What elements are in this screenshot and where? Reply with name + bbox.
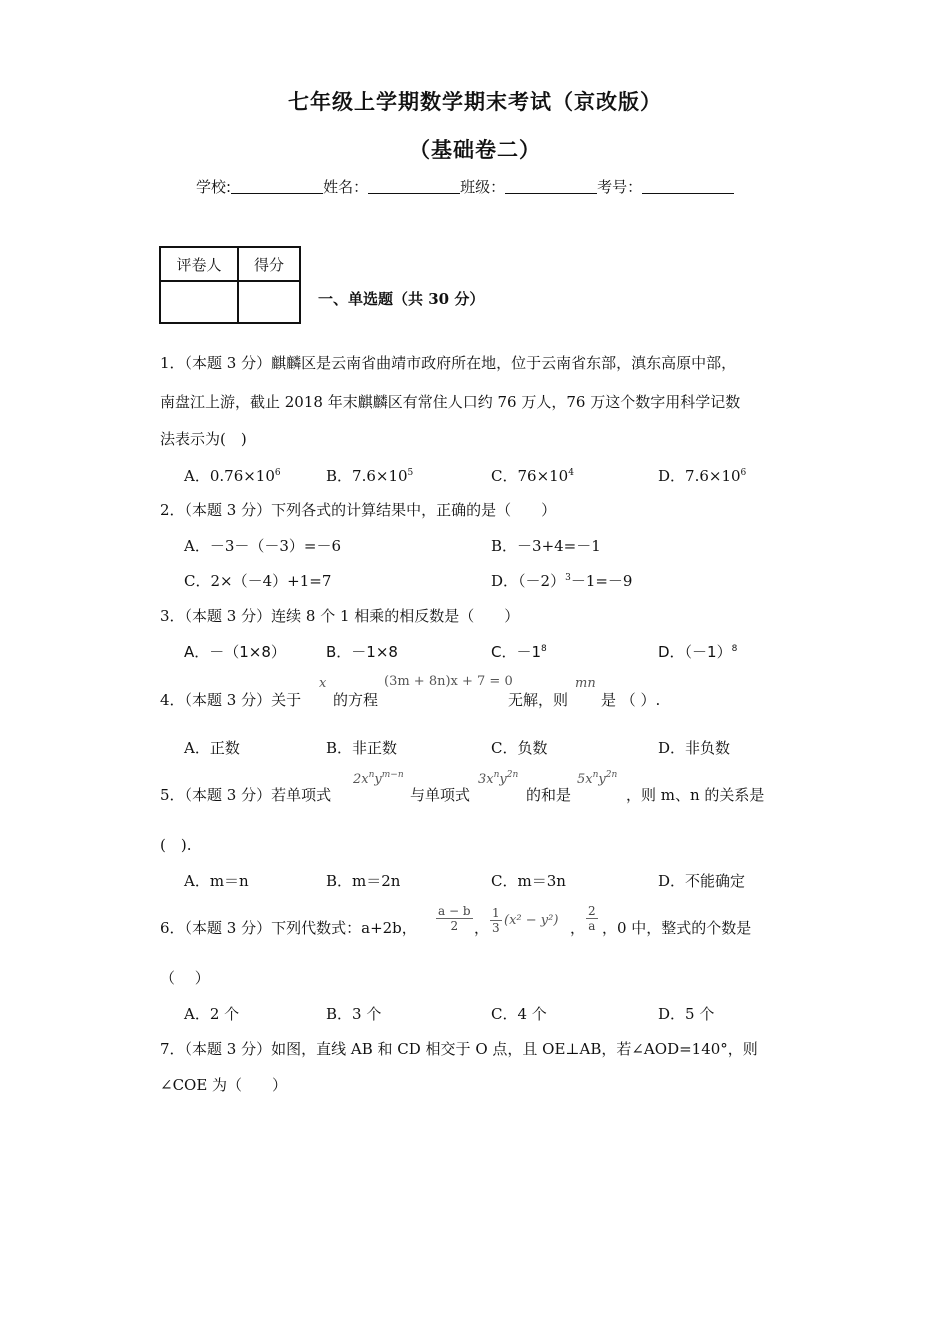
- q5-prefix: 5．（本题 3 分）若单项式: [160, 786, 332, 804]
- q1-option-a-text: A．0.76×10: [184, 467, 275, 485]
- q5-option-c[interactable]: C．m＝3n: [491, 872, 566, 890]
- q2-option-d-tail: －1=－9: [570, 572, 633, 590]
- q6-fraction-2: [490, 906, 502, 935]
- q2-stem: 2．（本题 3 分）下列各式的计算结果中，正确的是（ ）: [160, 501, 557, 519]
- grader-header: 评卷人: [160, 247, 238, 281]
- q2-option-d-exp: 3: [565, 573, 571, 583]
- q2-option-a[interactable]: A．－3－（－3）=－6: [184, 537, 342, 555]
- q1-option-c-exp: 4: [568, 468, 574, 478]
- q3-option-c-text: C．－1: [491, 643, 542, 661]
- q5-term3-x: 5x: [577, 772, 593, 787]
- q3-option-c[interactable]: [491, 641, 547, 662]
- q6-frac2-num: 1: [492, 906, 500, 920]
- q7-line1: 7．（本题 3 分）如图，直线 AB 和 CD 相交于 O 点，且 OE⊥AB，若∠AOD=140°，则: [160, 1040, 758, 1058]
- school-blank[interactable]: [231, 179, 323, 194]
- q4-option-b[interactable]: B．非正数: [326, 739, 398, 757]
- grader-cell[interactable]: [160, 281, 238, 323]
- q1-option-b[interactable]: [326, 465, 413, 486]
- q5-term2: [478, 772, 518, 787]
- q6-frac1-num: a − b: [438, 904, 471, 918]
- q1-option-d-exp: 6: [740, 468, 747, 478]
- q3-option-d[interactable]: [658, 641, 737, 662]
- q5-term3: [577, 772, 617, 787]
- section-title: 一、单选题（共 30 分）: [318, 290, 485, 308]
- q4-mid2: 无解，则: [508, 691, 569, 709]
- q4-suffix: 是 （ ）.: [601, 691, 661, 709]
- q3-stem: 3．（本题 3 分）连续 8 个 1 相乘的相反数是（ ）: [160, 607, 520, 625]
- q5-term1-y: y: [374, 772, 382, 787]
- q2-option-d-text: D．（－2）: [491, 572, 566, 590]
- name-label: 姓名：: [323, 178, 369, 196]
- q5-term2-exp2: 2n: [506, 770, 519, 780]
- q6-frac3-num: 2: [588, 904, 596, 918]
- q3-option-d-text: D．（－1）: [658, 643, 732, 661]
- q6-line2: （ ）: [160, 969, 210, 987]
- class-blank[interactable]: [505, 179, 597, 194]
- q6-option-c[interactable]: C．4 个: [491, 1005, 547, 1023]
- q5-option-d[interactable]: D．不能确定: [658, 872, 746, 890]
- q2-option-b[interactable]: B．－3+4=－1: [491, 537, 601, 555]
- q6-frac3-den: a: [588, 919, 596, 933]
- q1-option-b-exp: 5: [407, 468, 414, 478]
- page-subtitle: （基础卷二）: [409, 137, 541, 162]
- q5-suffix: ，则 m、n 的关系是: [626, 786, 765, 804]
- q5-term3-exp2: 2n: [605, 770, 618, 780]
- q1-line2: 南盘江上游，截止 2018 年末麒麟区有常住人口约 76 万人，76 万这个数字用科学记数: [160, 393, 741, 411]
- q6-fraction-3: [586, 904, 598, 933]
- score-cell[interactable]: [238, 281, 300, 323]
- q7-line2: ∠COE 为（ ）: [160, 1076, 288, 1094]
- q5-term1: [353, 772, 404, 787]
- exam-no-label: 考号：: [597, 178, 643, 196]
- q1-option-d-text: D．7.6×10: [658, 467, 741, 485]
- school-label: 学校:: [196, 178, 232, 196]
- q4-expr: mn: [575, 676, 596, 691]
- q5-term1-exp1: n: [368, 770, 375, 780]
- page-title: 七年级上学期数学期末考试（京改版）: [288, 89, 662, 114]
- q2-option-d[interactable]: [491, 570, 632, 591]
- q6-option-a[interactable]: A．2 个: [184, 1005, 240, 1023]
- exam-no-blank[interactable]: [642, 179, 734, 194]
- q4-prefix: 4．（本题 3 分）关于: [160, 691, 302, 709]
- q4-var: x: [319, 676, 327, 691]
- class-label: 班级：: [460, 178, 506, 196]
- q1-option-d[interactable]: [658, 465, 746, 486]
- name-blank[interactable]: [368, 179, 460, 194]
- q5-term2-x: 3x: [478, 772, 494, 787]
- q4-option-d[interactable]: D．非负数: [658, 739, 731, 757]
- q3-option-d-exp: 8: [731, 644, 738, 654]
- q5-option-b[interactable]: B．m＝2n: [326, 872, 401, 890]
- q3-option-b[interactable]: B．－1×8: [326, 643, 398, 661]
- q1-option-a-exp: 6: [274, 468, 281, 478]
- q1-option-a[interactable]: [184, 465, 281, 486]
- q5-term2-exp1: n: [493, 770, 500, 780]
- q6-sep2: ，: [570, 919, 586, 937]
- q6-suffix: ，0 中，整式的个数是: [602, 919, 752, 937]
- q5-term1-exp2: m−n: [381, 770, 404, 780]
- q6-paren-expr: (x² − y²): [504, 913, 559, 928]
- q6-option-d[interactable]: D．5 个: [658, 1005, 715, 1023]
- q6-prefix: 6．（本题 3 分）下列代数式：a+2b，: [160, 919, 417, 937]
- q4-option-c[interactable]: C．负数: [491, 739, 548, 757]
- q1-option-b-text: B．7.6×10: [326, 467, 408, 485]
- q6-frac2-den: 3: [492, 921, 500, 935]
- q5-term2-y: y: [499, 772, 507, 787]
- q5-term3-y: y: [598, 772, 606, 787]
- q3-option-c-exp: 8: [541, 644, 547, 654]
- q4-option-a[interactable]: A．正数: [184, 739, 240, 757]
- q2-option-c[interactable]: C．2×（－4）+1=7: [184, 572, 332, 590]
- q5-term1-x: 2x: [353, 772, 369, 787]
- q5-mid2: 的和是: [526, 786, 572, 804]
- q6-sep1: ，: [474, 919, 490, 937]
- q4-equation: (3m + 8n)x + 7 = 0: [384, 674, 513, 689]
- q5-term3-exp1: n: [592, 770, 599, 780]
- q1-option-c-text: C．76×10: [491, 467, 569, 485]
- score-header: 得分: [238, 247, 300, 281]
- score-box: [159, 246, 301, 324]
- q5-option-a[interactable]: A．m＝n: [184, 872, 249, 890]
- q6-fraction-1: [436, 904, 473, 933]
- q1-line3: 法表示为( ): [160, 430, 247, 448]
- q6-frac1-den: 2: [450, 919, 459, 933]
- q4-mid: 的方程: [333, 691, 379, 709]
- q1-line1: 1．（本题 3 分）麒麟区是云南省曲靖市政府所在地，位于云南省东部，滇东高原中部，: [160, 354, 737, 372]
- q6-option-b[interactable]: B．3 个: [326, 1005, 382, 1023]
- q5-line2: ( ).: [160, 836, 192, 854]
- q5-mid1: 与单项式: [410, 786, 471, 804]
- q1-option-c[interactable]: [491, 465, 574, 486]
- student-info-row: [196, 176, 734, 197]
- q3-option-a[interactable]: A．－（1×8）: [184, 643, 286, 661]
